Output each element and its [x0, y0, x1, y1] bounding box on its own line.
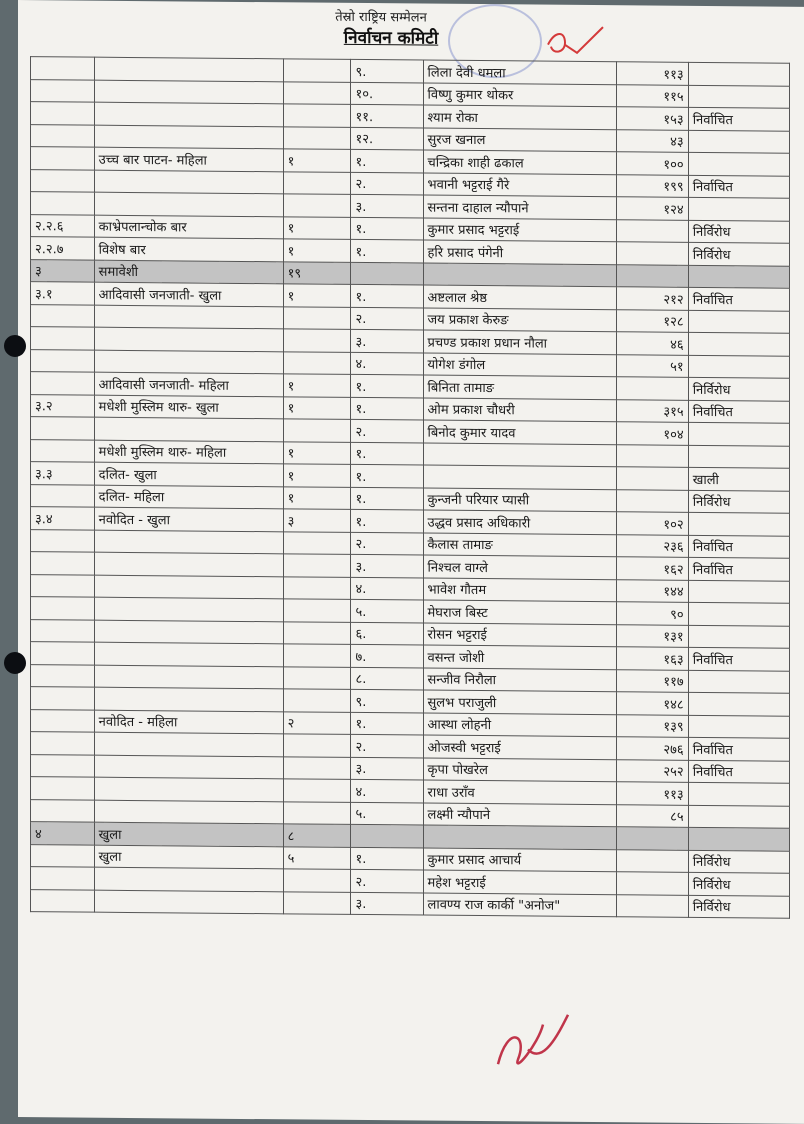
seats-cell	[283, 734, 351, 757]
seats-cell: १	[283, 396, 351, 419]
serial-cell: ९.	[351, 689, 423, 712]
category-cell	[94, 687, 283, 711]
status-cell: निर्विरोध	[688, 220, 789, 243]
row-number-cell: ३	[31, 259, 95, 282]
seats-cell	[283, 329, 351, 352]
serial-cell	[351, 262, 423, 285]
row-number-cell	[31, 417, 95, 440]
candidate-name-cell: वसन्त जोशी	[423, 645, 616, 669]
votes-cell: १०२	[616, 512, 688, 535]
row-number-cell	[31, 754, 95, 777]
seats-cell	[283, 531, 351, 554]
row-number-cell	[31, 664, 95, 687]
status-cell	[688, 602, 789, 625]
serial-cell: ११.	[351, 104, 423, 127]
votes-cell: १६३	[616, 647, 688, 670]
conference-subtitle: तेस्रो राष्ट्रिय सम्मेलन	[335, 9, 427, 26]
category-cell	[94, 867, 283, 891]
status-cell	[688, 310, 789, 333]
candidate-name-cell	[423, 465, 616, 489]
votes-cell: ९०	[616, 602, 688, 625]
votes-cell	[616, 467, 688, 490]
status-cell: निर्वाचित	[688, 647, 789, 670]
category-cell	[94, 125, 283, 149]
serial-cell: ४.	[351, 352, 423, 375]
signature	[488, 1004, 578, 1085]
serial-cell: ९.	[351, 59, 423, 82]
serial-cell: १.	[351, 464, 423, 487]
seats-cell	[283, 81, 351, 104]
status-cell	[688, 670, 789, 693]
status-cell: निर्वाचित	[688, 287, 789, 310]
row-number-cell	[31, 102, 95, 125]
seats-cell: १	[283, 441, 351, 464]
category-cell	[94, 755, 283, 779]
row-number-cell	[31, 372, 95, 395]
row-number-cell	[31, 79, 95, 102]
votes-cell: १४८	[616, 692, 688, 715]
seats-cell	[283, 351, 351, 374]
votes-cell: ११७	[616, 669, 688, 692]
seats-cell: ८	[283, 824, 351, 847]
seats-cell	[283, 576, 351, 599]
candidate-name-cell: भवानी भट्टराई गैरे	[423, 173, 616, 197]
seats-cell: ३	[283, 509, 351, 532]
status-cell	[688, 625, 789, 648]
candidate-name-cell: ओम प्रकाश चौधरी	[423, 398, 616, 422]
serial-cell: २.	[351, 734, 423, 757]
candidate-name-cell	[423, 443, 616, 467]
category-cell: उच्च बार पाटन- महिला	[94, 147, 283, 171]
status-cell	[688, 197, 789, 220]
votes-cell	[616, 444, 688, 467]
committee-title: निर्वाचन कमिटी	[343, 27, 439, 49]
serial-cell	[351, 824, 423, 847]
serial-cell: १०.	[351, 82, 423, 105]
category-cell	[94, 305, 283, 329]
category-cell	[94, 665, 283, 689]
serial-cell: २.	[351, 307, 423, 330]
votes-cell	[616, 219, 688, 242]
row-number-cell	[31, 484, 95, 507]
document-page	[18, 0, 804, 1124]
seats-cell: १	[283, 486, 351, 509]
row-number-cell	[31, 889, 95, 912]
status-cell: निर्वाचित	[688, 760, 789, 783]
candidate-name-cell: कुमार प्रसाद आचार्य	[423, 848, 616, 872]
row-number-cell: ३.२	[31, 394, 95, 417]
seats-cell	[283, 126, 351, 149]
category-cell	[94, 57, 283, 81]
candidate-name-cell	[423, 825, 616, 849]
seats-cell	[283, 779, 351, 802]
punch-hole	[4, 652, 26, 674]
document-header	[18, 4, 804, 52]
category-cell	[94, 575, 283, 599]
category-cell: खुला	[94, 845, 283, 869]
category-cell	[94, 597, 283, 621]
candidate-name-cell	[423, 263, 616, 287]
category-cell	[94, 102, 283, 126]
serial-cell: १.	[351, 149, 423, 172]
status-cell	[688, 580, 789, 603]
category-cell: नवोदित - महिला	[94, 710, 283, 734]
serial-cell: १.	[351, 217, 423, 240]
candidate-name-cell: भावेश गौतम	[423, 578, 616, 602]
seats-cell	[283, 599, 351, 622]
votes-cell: १४४	[616, 579, 688, 602]
seats-cell	[283, 104, 351, 127]
category-cell: मधेशी मुस्लिम थारु- महिला	[94, 440, 283, 464]
votes-cell	[616, 827, 688, 850]
votes-cell	[616, 377, 688, 400]
candidate-name-cell: बिनिता तामाङ	[423, 375, 616, 399]
category-cell: काभ्रेपलान्चोक बार	[94, 215, 283, 239]
serial-cell: १.	[351, 374, 423, 397]
row-number-cell	[31, 529, 95, 552]
candidate-name-cell: हरि प्रसाद पंगेनी	[423, 240, 616, 264]
row-number-cell	[31, 777, 95, 800]
serial-cell: २.	[351, 419, 423, 442]
row-number-cell: ३.४	[31, 507, 95, 530]
votes-cell: १३९	[616, 714, 688, 737]
serial-cell: १.	[351, 284, 423, 307]
seats-cell: १९	[283, 261, 351, 284]
seats-cell	[283, 666, 351, 689]
candidate-name-cell: महेश भट्टराई	[423, 870, 616, 894]
seats-cell: १	[283, 149, 351, 172]
votes-cell	[616, 872, 688, 895]
serial-cell: २.	[351, 532, 423, 555]
votes-cell: १००	[616, 152, 688, 175]
row-number-cell	[31, 709, 95, 732]
row-number-cell: २.२.६	[31, 214, 95, 237]
row-number-cell	[31, 57, 95, 80]
category-cell: आदिवासी जनजाती- महिला	[94, 372, 283, 396]
votes-cell: १५३	[616, 107, 688, 130]
status-cell	[688, 805, 789, 828]
serial-cell: ४.	[351, 577, 423, 600]
category-cell	[94, 170, 283, 194]
status-cell	[688, 355, 789, 378]
seats-cell	[283, 171, 351, 194]
category-cell: मधेशी मुस्लिम थारु- खुला	[94, 395, 283, 419]
status-cell: निर्विरोध	[688, 895, 789, 918]
row-number-cell	[31, 192, 95, 215]
votes-cell: १२४	[616, 197, 688, 220]
candidate-name-cell: विष्णु कुमार थोकर	[423, 83, 616, 107]
status-cell: निर्वाचित	[688, 400, 789, 423]
candidate-name-cell: लावण्य राज कार्की "अनोज"	[423, 893, 616, 917]
category-cell	[94, 890, 283, 914]
candidate-name-cell: लक्ष्मी न्यौपाने	[423, 803, 616, 827]
seats-cell: १	[283, 216, 351, 239]
category-cell	[94, 350, 283, 374]
votes-cell: ३१५	[616, 399, 688, 422]
serial-cell: १.	[351, 239, 423, 262]
row-number-cell	[31, 124, 95, 147]
serial-cell: ५.	[351, 802, 423, 825]
status-cell: निर्वाचित	[688, 107, 789, 130]
status-cell	[688, 715, 789, 738]
seats-cell	[283, 621, 351, 644]
status-cell	[688, 62, 789, 85]
candidate-name-cell: सन्जीव निरौला	[423, 668, 616, 692]
category-cell	[94, 642, 283, 666]
status-cell: निर्वाचित	[688, 535, 789, 558]
serial-cell: ७.	[351, 644, 423, 667]
row-number-cell	[31, 732, 95, 755]
serial-cell: ३.	[351, 757, 423, 780]
status-cell	[688, 422, 789, 445]
votes-cell: ११३	[616, 782, 688, 805]
candidate-name-cell: आस्था लोहनी	[423, 713, 616, 737]
candidate-name-cell: बिनोद कुमार यादव	[423, 420, 616, 444]
votes-cell: ५१	[616, 354, 688, 377]
status-cell: निर्वाचित	[688, 737, 789, 760]
serial-cell: १.	[351, 487, 423, 510]
serial-cell: ४.	[351, 779, 423, 802]
candidate-name-cell: रोसन भट्टराई	[423, 623, 616, 647]
category-cell	[94, 327, 283, 351]
status-cell: निर्विरोध	[688, 242, 789, 265]
votes-cell	[616, 264, 688, 287]
candidate-name-cell: कैलास तामाङ	[423, 533, 616, 557]
status-cell	[688, 130, 789, 153]
votes-cell: १२८	[616, 309, 688, 332]
votes-cell: १३१	[616, 624, 688, 647]
candidate-name-cell: अष्टलाल श्रेष्ठ	[423, 285, 616, 309]
row-number-cell	[31, 642, 95, 665]
votes-cell: २५२	[616, 759, 688, 782]
seats-cell	[283, 419, 351, 442]
row-number-cell	[31, 619, 95, 642]
seats-cell: १	[283, 239, 351, 262]
category-cell: समावेशी	[94, 260, 283, 284]
category-cell: दलित- खुला	[94, 462, 283, 486]
row-number-cell	[31, 844, 95, 867]
status-cell: निर्विरोध	[688, 490, 789, 513]
category-cell	[94, 552, 283, 576]
serial-cell: ५.	[351, 599, 423, 622]
serial-cell: २.	[351, 869, 423, 892]
seats-cell: १	[283, 464, 351, 487]
row-number-cell	[31, 597, 95, 620]
row-number-cell	[31, 552, 95, 575]
category-cell: नवोदित - खुला	[94, 507, 283, 531]
serial-cell: २.	[351, 172, 423, 195]
category-cell	[94, 417, 283, 441]
seats-cell	[283, 756, 351, 779]
candidate-name-cell: प्रचण्ड प्रकाश प्रधान नौला	[423, 330, 616, 354]
serial-cell: ३.	[351, 554, 423, 577]
votes-cell	[616, 894, 688, 917]
candidate-name-cell: चन्द्रिका शाही ढकाल	[423, 150, 616, 174]
row-number-cell: ३.३	[31, 462, 95, 485]
serial-cell: ८.	[351, 667, 423, 690]
candidate-name-cell: कुन्जनी परियार प्यासी	[423, 488, 616, 512]
row-number-cell	[31, 687, 95, 710]
candidate-name-cell: कुमार प्रसाद भट्टराई	[423, 218, 616, 242]
category-cell	[94, 800, 283, 824]
serial-cell: १.	[351, 847, 423, 870]
votes-cell	[616, 242, 688, 265]
votes-cell: १६२	[616, 557, 688, 580]
category-cell	[94, 192, 283, 216]
status-cell: निर्विरोध	[688, 872, 789, 895]
row-number-cell	[31, 169, 95, 192]
candidate-name-cell: जय प्रकाश केरुङ	[423, 308, 616, 332]
status-cell	[688, 265, 789, 288]
row-number-cell	[31, 304, 95, 327]
category-cell	[94, 732, 283, 756]
punch-hole	[4, 335, 26, 357]
status-cell	[688, 512, 789, 535]
seats-cell: ५	[283, 846, 351, 869]
candidate-name-cell: श्याम रोका	[423, 105, 616, 129]
row-number-cell	[31, 439, 95, 462]
category-cell: विशेष बार	[94, 237, 283, 261]
row-number-cell	[31, 327, 95, 350]
row-number-cell	[31, 574, 95, 597]
category-cell	[94, 530, 283, 554]
seats-cell	[283, 644, 351, 667]
election-results-table	[30, 56, 790, 919]
votes-cell	[616, 849, 688, 872]
row-number-cell	[31, 799, 95, 822]
row-number-cell	[31, 147, 95, 170]
status-cell	[688, 85, 789, 108]
seats-cell	[283, 689, 351, 712]
serial-cell: १.	[351, 397, 423, 420]
seats-cell	[283, 194, 351, 217]
candidate-name-cell: उद्धव प्रसाद अधिकारी	[423, 510, 616, 534]
serial-cell: १.	[351, 509, 423, 532]
category-cell	[94, 777, 283, 801]
serial-cell: १२.	[351, 127, 423, 150]
status-cell: निर्विरोध	[688, 850, 789, 873]
seats-cell: १	[283, 374, 351, 397]
votes-cell: ८५	[616, 804, 688, 827]
candidate-name-cell: राधा उराँव	[423, 780, 616, 804]
candidate-name-cell: सन्तना दाहाल न्यौपाने	[423, 195, 616, 219]
serial-cell: ६.	[351, 622, 423, 645]
category-cell	[94, 80, 283, 104]
status-cell	[688, 827, 789, 850]
seats-cell	[283, 891, 351, 914]
row-number-cell	[31, 349, 95, 372]
seats-cell: १	[283, 284, 351, 307]
status-cell: निर्विरोध	[688, 377, 789, 400]
candidate-name-cell: कृपा पोखरेल	[423, 758, 616, 782]
votes-cell: ४३	[616, 129, 688, 152]
votes-cell: १०४	[616, 422, 688, 445]
status-cell: निर्वाचित	[688, 175, 789, 198]
candidate-name-cell: मेघराज बिस्ट	[423, 600, 616, 624]
status-cell	[688, 152, 789, 175]
votes-cell: २७६	[616, 737, 688, 760]
status-cell	[688, 445, 789, 468]
votes-cell: २३६	[616, 534, 688, 557]
seats-cell	[283, 554, 351, 577]
votes-cell: २१२	[616, 287, 688, 310]
status-cell: निर्वाचित	[688, 557, 789, 580]
serial-cell: ३.	[351, 194, 423, 217]
candidate-name-cell: योगेश डंगोल	[423, 353, 616, 377]
candidate-name-cell: निश्चल वाग्ले	[423, 555, 616, 579]
candidate-name-cell: लिला देवी धमला	[423, 60, 616, 84]
row-number-cell: २.२.७	[31, 237, 95, 260]
row-number-cell: ३.१	[31, 282, 95, 305]
serial-cell: १.	[351, 712, 423, 735]
serial-cell: ३.	[351, 892, 423, 915]
status-cell	[688, 332, 789, 355]
candidate-name-cell: सुरज खनाल	[423, 128, 616, 152]
row-number-cell: ४	[31, 822, 95, 845]
candidate-name-cell: सुलभ पराजुली	[423, 690, 616, 714]
category-cell	[94, 620, 283, 644]
category-cell: दलित- महिला	[94, 485, 283, 509]
votes-cell	[616, 489, 688, 512]
votes-cell: ११५	[616, 84, 688, 107]
status-cell	[688, 692, 789, 715]
candidate-name-cell: ओजस्वी भट्टराई	[423, 735, 616, 759]
serial-cell: ३.	[351, 329, 423, 352]
status-cell	[688, 782, 789, 805]
seats-cell	[283, 59, 351, 82]
category-cell: आदिवासी जनजाती- खुला	[94, 282, 283, 306]
seats-cell: २	[283, 711, 351, 734]
seats-cell	[283, 869, 351, 892]
seats-cell	[283, 306, 351, 329]
votes-cell: ११३	[616, 62, 688, 85]
votes-cell: ४६	[616, 332, 688, 355]
category-cell: खुला	[94, 822, 283, 846]
row-number-cell	[31, 867, 95, 890]
serial-cell: १.	[351, 442, 423, 465]
status-cell: खाली	[688, 467, 789, 490]
seats-cell	[283, 801, 351, 824]
votes-cell: १९९	[616, 174, 688, 197]
